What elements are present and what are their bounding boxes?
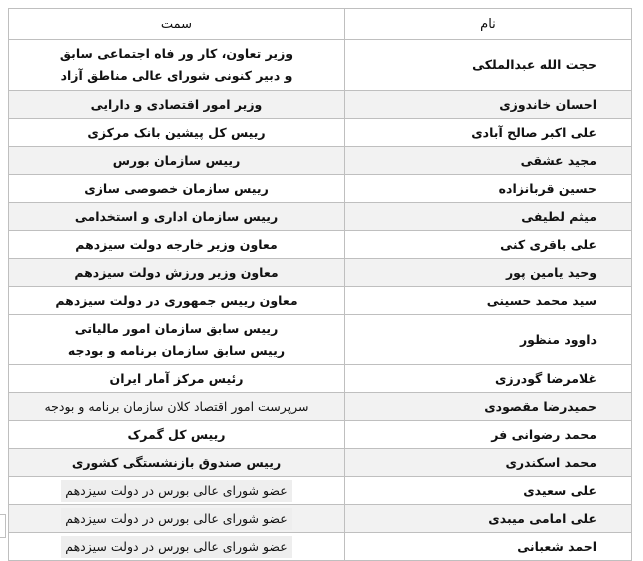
- position-title-line: رییس سازمان بورس: [112, 152, 241, 168]
- position-title-line: رییس سابق سازمان برنامه و بودجه: [67, 342, 286, 358]
- table-row: [9, 231, 632, 259]
- table-row: [9, 393, 632, 421]
- position-title: [9, 421, 345, 449]
- position-title-line: رئیس مرکز آمار ایران: [109, 370, 244, 386]
- position-title-line: رییس کل پیشین بانک مرکزی: [87, 124, 266, 140]
- person-name: حسین قربانزاده: [345, 175, 632, 203]
- corner-mark: [0, 514, 6, 538]
- person-name: سید محمد حسینی: [345, 287, 632, 315]
- person-name: وحید یامین پور: [345, 259, 632, 287]
- table-row: [9, 477, 632, 505]
- person-name: میثم لطیفی: [345, 203, 632, 231]
- position-title-line: [17, 536, 336, 558]
- position-title-line: وزیر تعاون، کار ور فاه اجتماعی سابق: [59, 46, 294, 61]
- table-row: [9, 147, 632, 175]
- table-row: [9, 421, 632, 449]
- table-row: [9, 505, 632, 533]
- header-name: نام: [345, 9, 632, 40]
- position-title-line: رییس کل گمرک: [127, 426, 226, 442]
- table-row: [9, 287, 632, 315]
- position-title-line: رییس سازمان اداری و استخدامی: [74, 208, 279, 224]
- position-title: [9, 315, 345, 365]
- person-name: محمد رضوانی فر: [345, 421, 632, 449]
- position-title: [9, 40, 345, 91]
- person-name: احمد شعبانی: [345, 533, 632, 561]
- position-title-line: رییس سابق سازمان امور مالیاتی: [74, 320, 279, 336]
- person-name: داوود منظور: [345, 315, 632, 365]
- position-title: [9, 175, 345, 203]
- person-name: علی باقری کنی: [345, 231, 632, 259]
- position-title-line: معاون وزیر خارجه دولت سیزدهم: [75, 236, 278, 252]
- person-name: حمیدرضا مقصودی: [345, 393, 632, 421]
- position-title-line: وزیر امور اقتصادی و دارایی: [90, 96, 263, 112]
- position-title-line: و دبیر کنونی شورای عالی مناطق آزاد: [60, 68, 293, 83]
- position-title: [9, 287, 345, 315]
- position-title: [9, 147, 345, 175]
- position-title-line: سرپرست امور اقتصاد کلان سازمان برنامه و بودجه: [44, 398, 309, 414]
- table-row: [9, 365, 632, 393]
- person-name: مجید عشقی: [345, 147, 632, 175]
- position-title: [9, 505, 345, 533]
- officials-table-container: [8, 8, 632, 561]
- table-row: [9, 40, 632, 91]
- table-row: [9, 119, 632, 147]
- officials-table: [8, 8, 632, 561]
- table-row: [9, 315, 632, 365]
- person-name: علی سعیدی: [345, 477, 632, 505]
- position-title: [9, 259, 345, 287]
- highlighted-title-text: عضو شورای عالی بورس در دولت سیزدهم: [61, 536, 291, 558]
- header-title: سمت: [9, 9, 345, 40]
- position-title: [9, 477, 345, 505]
- position-title-line: رییس سازمان خصوصی سازی: [84, 180, 269, 196]
- person-name: محمد اسکندری: [345, 449, 632, 477]
- person-name: حجت الله عبدالملکی: [345, 40, 632, 91]
- position-title: [9, 119, 345, 147]
- position-title-line: معاون وزیر ورزش دولت سیزدهم: [74, 264, 279, 280]
- position-title-line: [17, 480, 336, 502]
- position-title: [9, 393, 345, 421]
- person-name: غلامرضا گودرزی: [345, 365, 632, 393]
- table-row: [9, 449, 632, 477]
- highlighted-title-text: عضو شورای عالی بورس در دولت سیزدهم: [61, 480, 291, 502]
- table-row: [9, 203, 632, 231]
- position-title: [9, 203, 345, 231]
- table-row: [9, 259, 632, 287]
- table-header-row: [9, 9, 632, 40]
- position-title: [9, 533, 345, 561]
- position-title: [9, 231, 345, 259]
- table-row: [9, 533, 632, 561]
- table-body: [9, 40, 632, 561]
- position-title-line: [17, 508, 336, 530]
- person-name: علی امامی میبدی: [345, 505, 632, 533]
- highlighted-title-text: عضو شورای عالی بورس در دولت سیزدهم: [61, 508, 291, 530]
- position-title: [9, 449, 345, 477]
- position-title: [9, 365, 345, 393]
- table-row: [9, 91, 632, 119]
- position-title-line: رییس صندوق بازنشستگی کشوری: [71, 454, 282, 470]
- position-title: [9, 91, 345, 119]
- table-row: [9, 175, 632, 203]
- position-title-line: معاون رییس جمهوری در دولت سیزدهم: [55, 292, 298, 308]
- person-name: علی اکبر صالح آبادی: [345, 119, 632, 147]
- person-name: احسان خاندوزی: [345, 91, 632, 119]
